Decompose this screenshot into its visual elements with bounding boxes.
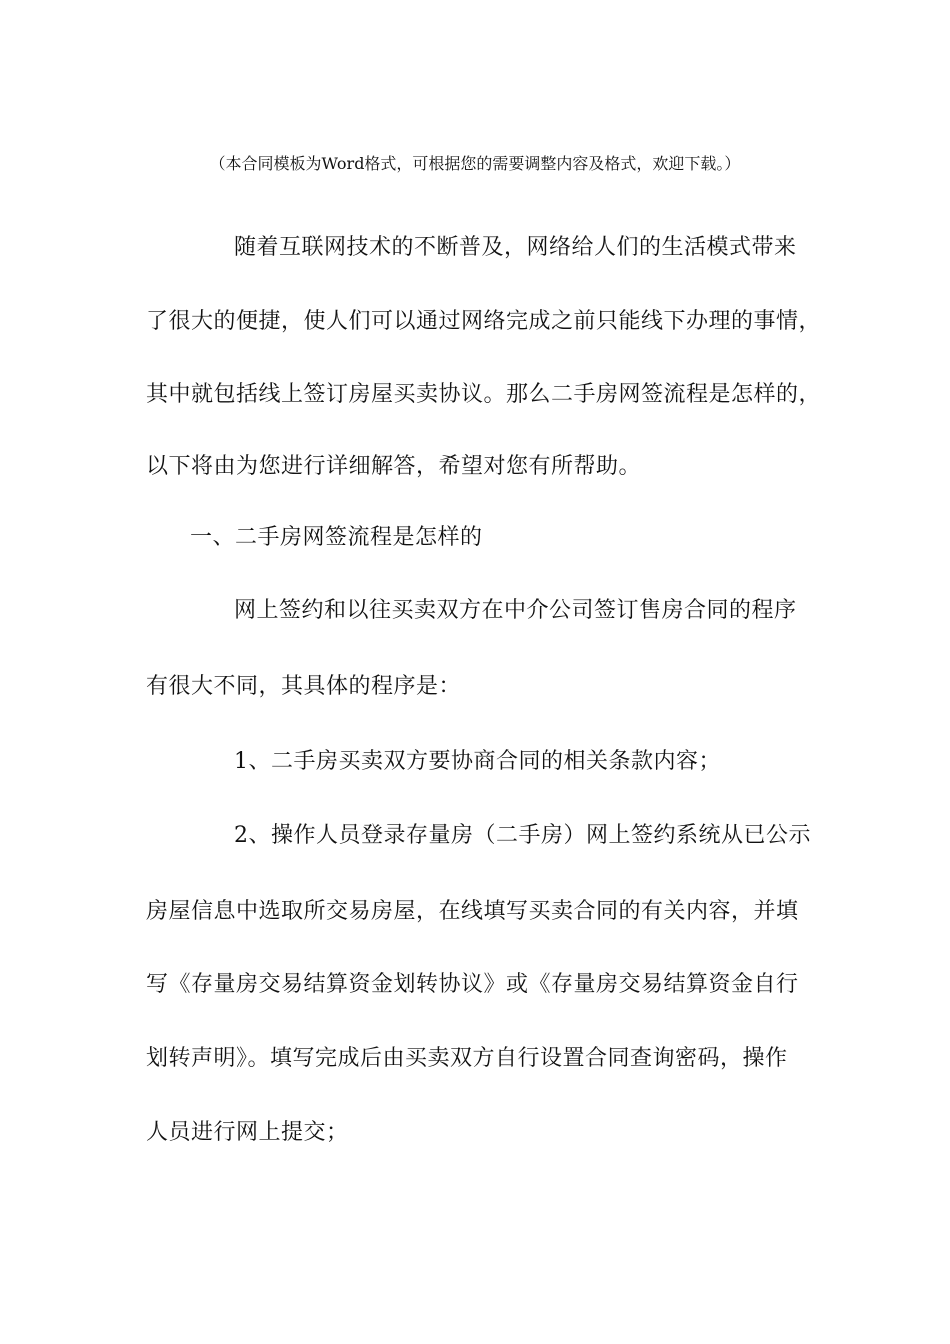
template-note: （本合同模板为Word格式，可根据您的需要调整内容及格式，欢迎下载。） (209, 154, 741, 173)
paragraph-line-6: 有很大不同，其具体的程序是： (146, 674, 462, 699)
section-heading: 一、二手房网签流程是怎样的 (190, 525, 483, 550)
paragraph-line-1: 随着互联网技术的不断普及，网络给人们的生活模式带来 (234, 235, 797, 260)
paragraph-line-4: 以下将由为您进行详细解答，希望对您有所帮助。 (146, 454, 642, 479)
list-item-2-line-2: 房屋信息中选取所交易房屋，在线填写买卖合同的有关内容，并填 (146, 899, 799, 924)
list-item-2-line-3: 写《存量房交易结算资金划转协议》或《存量房交易结算资金自行 (146, 972, 799, 997)
list-item-2-line-5: 人员进行网上提交； (146, 1120, 349, 1145)
list-item-2-line-4: 划转声明》。填写完成后由买卖双方自行设置合同查询密码，操作 (146, 1046, 788, 1071)
list-item-2-line-1: 2、操作人员登录存量房（二手房）网上签约系统从已公示 (234, 823, 811, 848)
list-item-1: 1、二手房买卖双方要协商合同的相关条款内容； (234, 749, 721, 774)
paragraph-line-2: 了很大的便捷，使人们可以通过网络完成之前只能线下办理的事情， (146, 309, 822, 334)
paragraph-line-5: 网上签约和以往买卖双方在中介公司签订售房合同的程序 (234, 598, 797, 623)
paragraph-line-3: 其中就包括线上签订房屋买卖协议。那么二手房网签流程是怎样的， (146, 382, 822, 407)
